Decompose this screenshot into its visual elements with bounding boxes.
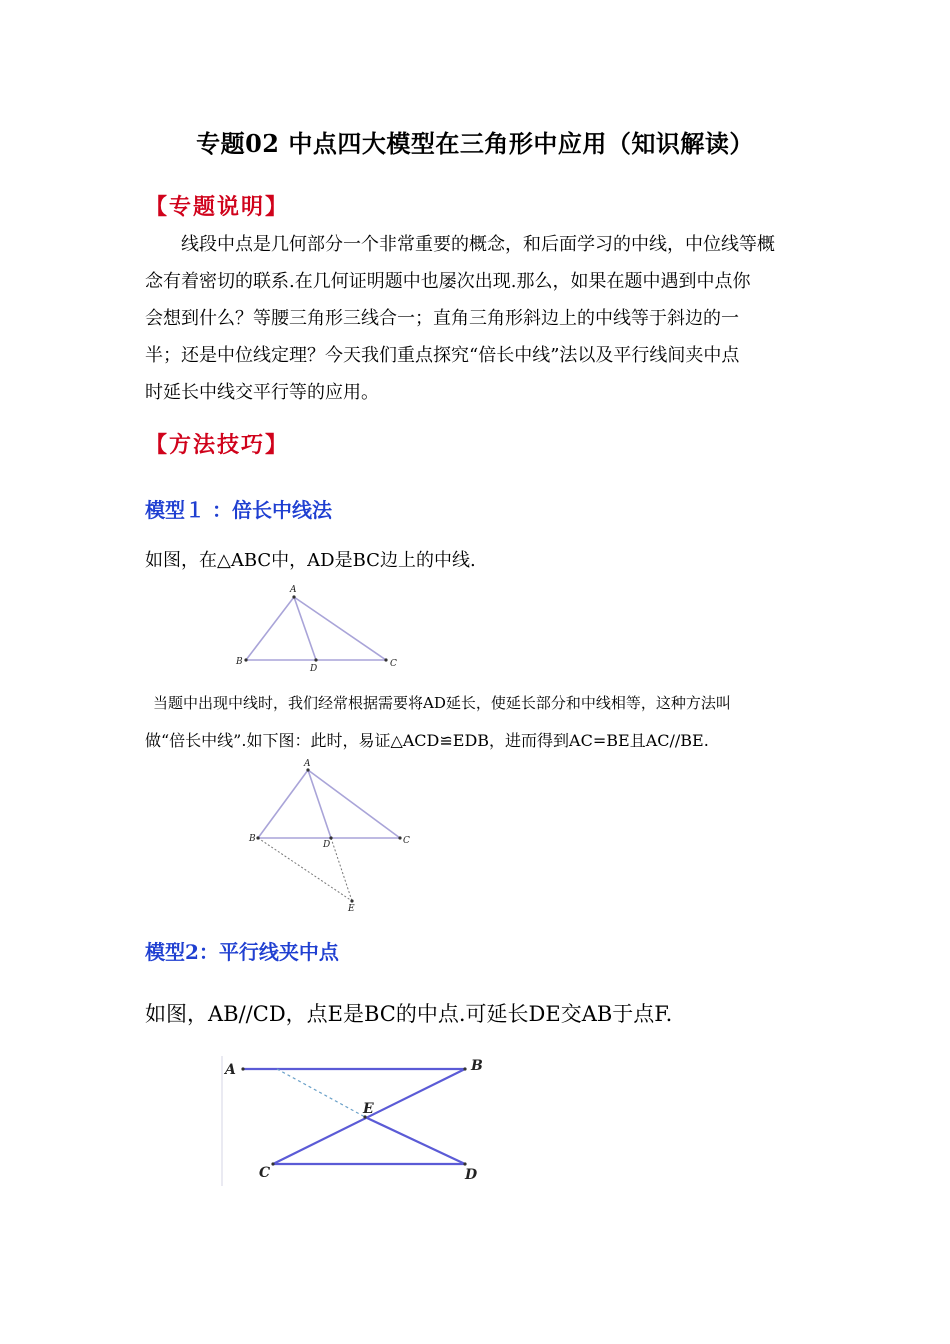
label-b: B [249,834,256,844]
figure-parallel-midpoint [215,1050,505,1190]
label-a: A [290,585,297,595]
page-title: 专题02 中点四大模型在三角形中应用（知识解读） [196,129,754,158]
label-a: A [225,1062,236,1078]
label-d: D [310,664,318,674]
model1-explanation [145,684,825,760]
model1-heading: 模型１ ：倍长中线法 [145,498,332,522]
description-line: 线段中点是几何部分一个非常重要的概念，和后面学习的中线，中位线等概 [181,234,775,255]
model2-intro: 如图，AB//CD，点E是BC的中点.可延长DE交AB于点F. [145,1002,673,1026]
explanation-line: 做“倍长中线”.如下图：此时，易证△ACD≌EDB，进而得到AC=BE且AC//BE. [145,731,709,750]
model1-intro: 如图，在△ABC中，AD是BC边上的中线. [145,550,476,571]
section-heading-methods: 【方法技巧】 [145,432,290,458]
segment-ad [294,597,316,660]
label-b: B [471,1058,483,1074]
label-d: D [465,1167,478,1183]
label-e: E [363,1101,374,1117]
segment-ad [308,770,331,838]
label-b: B [236,657,243,667]
label-c: C [390,659,397,669]
topic-description [145,226,815,411]
label-a: A [304,759,311,769]
segment-ed [365,1117,465,1164]
label-e: E [348,904,355,914]
section-heading-topic-description: 【专题说明】 [145,194,290,220]
segment-be-dashed [258,838,352,901]
segment-ef-dashed [277,1069,365,1117]
figure-triangle-median [230,582,410,674]
description-line: 会想到什么？等腰三角形三线合一；直角三角形斜边上的中线等于斜边的一 [145,308,739,329]
segment-de-dashed [331,838,352,901]
segment-ab [246,597,294,660]
figure-doubled-median [240,758,420,918]
segment-ac [294,597,386,660]
description-line: 半；还是中位线定理？今天我们重点探究“倍长中线”法以及平行线间夹中点 [145,345,740,366]
label-d: D [323,840,331,850]
label-c: C [403,836,410,846]
description-line: 念有着密切的联系.在几何证明题中也屡次出现.那么，如果在题中遇到中点你 [145,271,751,292]
segment-ac [308,770,400,838]
explanation-line: 当题中出现中线时，我们经常根据需要将AD延长，使延长部分和中线相等，这种方法叫 [153,694,731,712]
segment-ab [258,770,308,838]
description-line: 时延长中线交平行等的应用。 [145,382,379,403]
model2-heading: 模型2：平行线夹中点 [145,940,339,964]
label-c: C [259,1165,271,1181]
